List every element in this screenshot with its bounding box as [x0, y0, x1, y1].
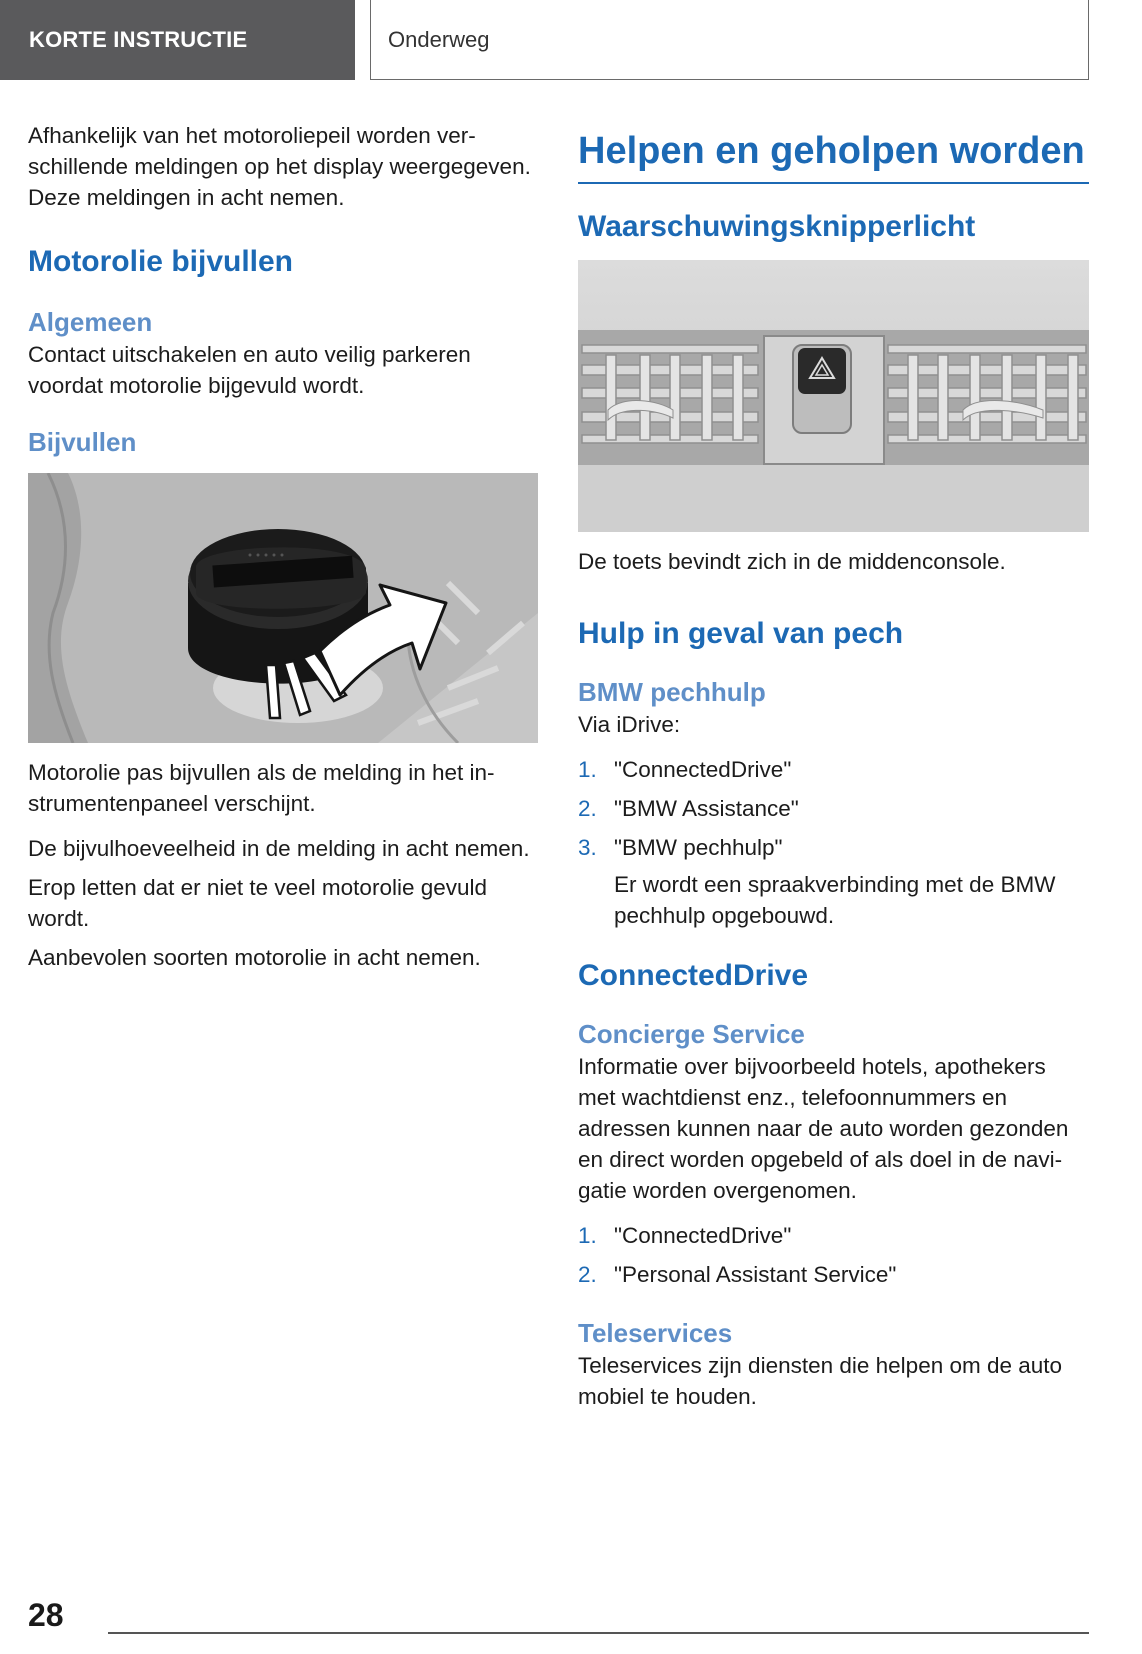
hazard-caption: De toets bevindt zich in de middenconsole. [578, 549, 1006, 574]
bmw-steps-list [578, 754, 1089, 863]
bmw-note: Er wordt een spraakverbinding met de BMW pechhulp opgebouwd. [614, 872, 1056, 928]
concierge-steps-list [578, 1220, 1089, 1290]
footer-divider [108, 1632, 1089, 1634]
step-number: 2. [578, 1262, 597, 1287]
list-item [578, 832, 1089, 863]
section-tab: KORTE INSTRUCTIE [0, 0, 355, 80]
step-number: 1. [578, 757, 597, 782]
step-label: "Personal Assistant Service" [614, 1262, 897, 1287]
teleservices-heading: Teleservices [578, 1318, 733, 1348]
refill-text-1: Motorolie pas bijvullen als de melding in het instrumentenpaneel verschijnt. [28, 760, 495, 816]
refill-heading: Bijvullen [28, 427, 137, 457]
chapter-title: Onderweg [370, 0, 1089, 80]
concierge-text: Informatie over bijvoorbeeld hotels, apothekers met wachtdienst enz., telefoonnummers en adressen kunnen naar de auto worden gezonden en direct worden opgebeld of als doel in de navigatie worden overgenomen. [578, 1054, 1069, 1203]
concierge-heading: Concierge Service [578, 1019, 805, 1049]
breakdown-heading: Hulp in geval van pech [578, 617, 904, 650]
refill-text-4: Aanbevolen soorten motorolie in acht nemen. [28, 945, 481, 970]
general-text: Contact uitschakelen en auto veilig parkeren voordat motorolie bijgevuld wordt. [28, 342, 471, 398]
left-column [28, 120, 538, 973]
step-label: "BMW pechhulp" [614, 835, 783, 860]
hazard-heading: Waarschuwingsknipperlicht [578, 210, 976, 243]
bmw-roadside-heading: BMW pechhulp [578, 677, 766, 707]
refill-text-3: Erop letten dat er niet te veel motorolie gevuld wordt. [28, 875, 488, 931]
refill-text-2: De bijvulhoeveelheid in de melding in acht nemen. [28, 836, 530, 861]
general-heading: Algemeen [28, 307, 153, 337]
step-number: 1. [578, 1223, 597, 1248]
oil-refill-heading: Motorolie bijvullen [28, 245, 294, 278]
step-label: "ConnectedDrive" [614, 1223, 792, 1248]
step-label: "BMW Assistance" [614, 796, 799, 821]
step-label: "ConnectedDrive" [614, 757, 792, 782]
list-item [578, 793, 1089, 824]
step-number: 2. [578, 796, 597, 821]
hazard-switch-illustration [578, 260, 1089, 532]
bmw-via-text: Via iDrive: [578, 712, 681, 737]
oil-cap-illustration [28, 473, 538, 743]
teleservices-text: Teleservices zijn diensten die helpen om de auto mobiel te houden. [578, 1353, 1063, 1409]
page-number: 28 [28, 1597, 64, 1633]
list-item [578, 1220, 1089, 1251]
connecteddrive-heading: ConnectedDrive [578, 959, 809, 992]
right-column [578, 120, 1089, 1412]
list-item [578, 1259, 1089, 1290]
main-section-heading: Helpen en geholpen worden [578, 128, 1089, 184]
intro-paragraph: Afhankelijk van het motoroliepeil worden verschillende meldingen op het display weergegeven. Deze meldingen in acht nemen. [28, 123, 531, 210]
list-item [578, 754, 1089, 785]
step-number: 3. [578, 835, 597, 860]
